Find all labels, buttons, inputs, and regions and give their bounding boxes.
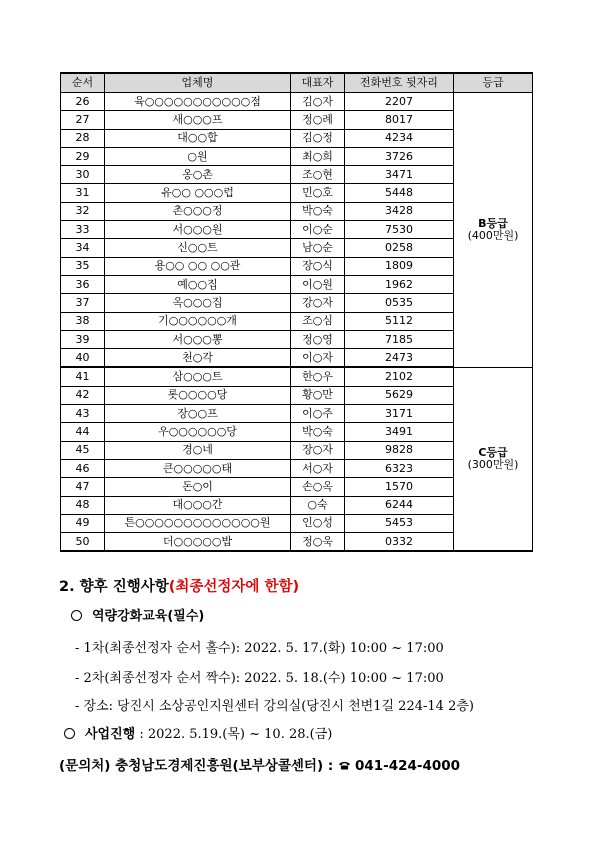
cell-phone: 7185 <box>345 330 454 348</box>
cell-name: 튼○○○○○○○○○○○○○원 <box>105 514 291 532</box>
cell-no: 30 <box>61 166 105 184</box>
cell-phone: 9828 <box>345 441 454 459</box>
cell-rep: 조○현 <box>291 166 345 184</box>
header-phone: 전화번호 뒷자리 <box>345 73 454 93</box>
cell-name: 육○○○○○○○○○○○점 <box>105 93 291 111</box>
project-period: : 2022. 5.19.(목) ~ 10. 28.(금) <box>135 727 333 742</box>
cell-no: 46 <box>61 459 105 477</box>
project-bullet <box>64 723 332 742</box>
cell-rep: 김○정 <box>291 129 345 147</box>
grade-amount: (400만원) <box>467 228 519 242</box>
cell-no: 42 <box>61 386 105 404</box>
cell-rep: 강○자 <box>291 294 345 312</box>
cell-rep: 정○욱 <box>291 533 345 552</box>
cell-no: 49 <box>61 514 105 532</box>
cell-rep: 박○숙 <box>291 423 345 441</box>
cell-phone: 2473 <box>345 349 454 368</box>
cell-no: 34 <box>61 239 105 257</box>
cell-phone: 2207 <box>345 93 454 111</box>
cell-rep: 장○식 <box>291 257 345 275</box>
training-line-2: - 2차(최종선정자 순서 짝수): 2022. 5. 18.(수) 10:00 ~ 17:00 <box>75 671 444 686</box>
telephone-icon <box>338 761 351 770</box>
cell-name: 삼○○○트 <box>105 367 291 386</box>
cell-phone: 4234 <box>345 129 454 147</box>
table-body <box>61 93 533 552</box>
cell-name: 대○○합 <box>105 129 291 147</box>
cell-rep: 이○주 <box>291 405 345 423</box>
cell-rep: 황○만 <box>291 386 345 404</box>
grade-name: C등급 <box>478 446 508 460</box>
cell-phone: 0258 <box>345 239 454 257</box>
cell-phone: 3726 <box>345 147 454 165</box>
cell-name: 서○○○원 <box>105 221 291 239</box>
cell-rep: 조○심 <box>291 312 345 330</box>
cell-phone: 3428 <box>345 202 454 220</box>
cell-rep: 서○자 <box>291 459 345 477</box>
cell-name: 용○○ ○○ ○○관 <box>105 257 291 275</box>
table-header-row <box>61 73 533 93</box>
cell-rep: 최○희 <box>291 147 345 165</box>
cell-phone: 3471 <box>345 166 454 184</box>
circle-bullet-icon <box>71 610 82 621</box>
cell-name: 옥○○○집 <box>105 294 291 312</box>
contact-line <box>59 754 460 774</box>
cell-phone: 3491 <box>345 423 454 441</box>
cell-rep: 장○자 <box>291 441 345 459</box>
cell-no: 33 <box>61 221 105 239</box>
cell-name: 롯○○○○당 <box>105 386 291 404</box>
cell-name: 예○○집 <box>105 275 291 293</box>
vendor-table <box>60 72 533 552</box>
cell-no: 37 <box>61 294 105 312</box>
cell-name: 장○○프 <box>105 405 291 423</box>
cell-no: 35 <box>61 257 105 275</box>
cell-name: 우○○○○○○당 <box>105 423 291 441</box>
cell-no: 27 <box>61 111 105 129</box>
section-heading <box>59 575 299 596</box>
contact-phone: 041-424-4000 <box>354 758 461 774</box>
header-no: 순서 <box>61 73 105 93</box>
cell-no: 39 <box>61 330 105 348</box>
cell-rep: ○숙 <box>291 496 345 514</box>
cell-no: 38 <box>61 312 105 330</box>
cell-phone: 0535 <box>345 294 454 312</box>
cell-no: 40 <box>61 349 105 368</box>
cell-rep: 남○순 <box>291 239 345 257</box>
cell-rep: 이○순 <box>291 221 345 239</box>
cell-rep: 민○호 <box>291 184 345 202</box>
cell-name: 경○네 <box>105 441 291 459</box>
cell-name: 큰○○○○○태 <box>105 459 291 477</box>
cell-rep: 한○우 <box>291 367 345 386</box>
cell-name: ○원 <box>105 147 291 165</box>
cell-phone: 5112 <box>345 312 454 330</box>
section-title: 향후 진행사항 <box>79 579 169 595</box>
cell-phone: 5448 <box>345 184 454 202</box>
cell-no: 29 <box>61 147 105 165</box>
cell-no: 47 <box>61 478 105 496</box>
cell-name: 옹○촌 <box>105 166 291 184</box>
header-rep: 대표자 <box>291 73 345 93</box>
cell-name: 대○○○간 <box>105 496 291 514</box>
cell-name: 돈○이 <box>105 478 291 496</box>
cell-no: 36 <box>61 275 105 293</box>
cell-name: 천○각 <box>105 349 291 368</box>
cell-phone: 6244 <box>345 496 454 514</box>
cell-rep: 정○영 <box>291 330 345 348</box>
grade-name: B등급 <box>478 216 508 230</box>
section-note: (최종선정자에 한함) <box>168 579 300 595</box>
header-grade: 등급 <box>454 73 533 93</box>
cell-name: 신○○트 <box>105 239 291 257</box>
cell-no: 43 <box>61 405 105 423</box>
cell-phone: 5629 <box>345 386 454 404</box>
training-line-3: - 장소: 당진시 소상공인지원센터 강의실(당진시 천변1길 224-14 2층) <box>75 699 474 714</box>
training-bullet <box>71 605 204 624</box>
header-name: 업체명 <box>105 73 291 93</box>
cell-name: 서○○○뽕 <box>105 330 291 348</box>
cell-rep: 박○숙 <box>291 202 345 220</box>
cell-no: 41 <box>61 367 105 386</box>
training-title: 역량강화교육(필수) <box>92 609 205 624</box>
cell-rep: 김○자 <box>291 93 345 111</box>
cell-phone: 8017 <box>345 111 454 129</box>
cell-no: 48 <box>61 496 105 514</box>
contact-label: (문의처) <box>59 758 111 774</box>
cell-rep: 정○례 <box>291 111 345 129</box>
cell-rep: 이○원 <box>291 275 345 293</box>
training-line-1: - 1차(최종선정자 순서 홀수): 2022. 5. 17.(화) 10:00 ~ 17:00 <box>75 641 444 656</box>
contact-org: 충청남도경제진흥원(보부상콜센터) : <box>115 758 334 774</box>
cell-name: 더○○○○○밥 <box>105 533 291 552</box>
circle-bullet-icon <box>64 728 75 739</box>
cell-name: 촌○○○정 <box>105 202 291 220</box>
cell-no: 45 <box>61 441 105 459</box>
table-row <box>61 367 533 386</box>
cell-name: 기○○○○○○개 <box>105 312 291 330</box>
cell-phone: 2102 <box>345 367 454 386</box>
cell-no: 50 <box>61 533 105 552</box>
cell-no: 28 <box>61 129 105 147</box>
cell-phone: 5453 <box>345 514 454 532</box>
cell-name: 새○○○프 <box>105 111 291 129</box>
cell-rep: 인○성 <box>291 514 345 532</box>
table-row <box>61 93 533 111</box>
cell-name: 유○○ ○○○럽 <box>105 184 291 202</box>
cell-phone: 7530 <box>345 221 454 239</box>
cell-phone: 1962 <box>345 275 454 293</box>
cell-no: 26 <box>61 93 105 111</box>
cell-phone: 0332 <box>345 533 454 552</box>
cell-rep: 손○옥 <box>291 478 345 496</box>
cell-phone: 6323 <box>345 459 454 477</box>
grade-cell <box>454 367 533 551</box>
section-number: 2. <box>59 579 75 595</box>
cell-no: 44 <box>61 423 105 441</box>
cell-phone: 3171 <box>345 405 454 423</box>
project-title: 사업진행 <box>85 727 136 742</box>
cell-no: 32 <box>61 202 105 220</box>
cell-no: 31 <box>61 184 105 202</box>
cell-rep: 이○자 <box>291 349 345 368</box>
grade-cell <box>454 93 533 368</box>
cell-phone: 1809 <box>345 257 454 275</box>
cell-phone: 1570 <box>345 478 454 496</box>
grade-amount: (300만원) <box>467 458 519 472</box>
